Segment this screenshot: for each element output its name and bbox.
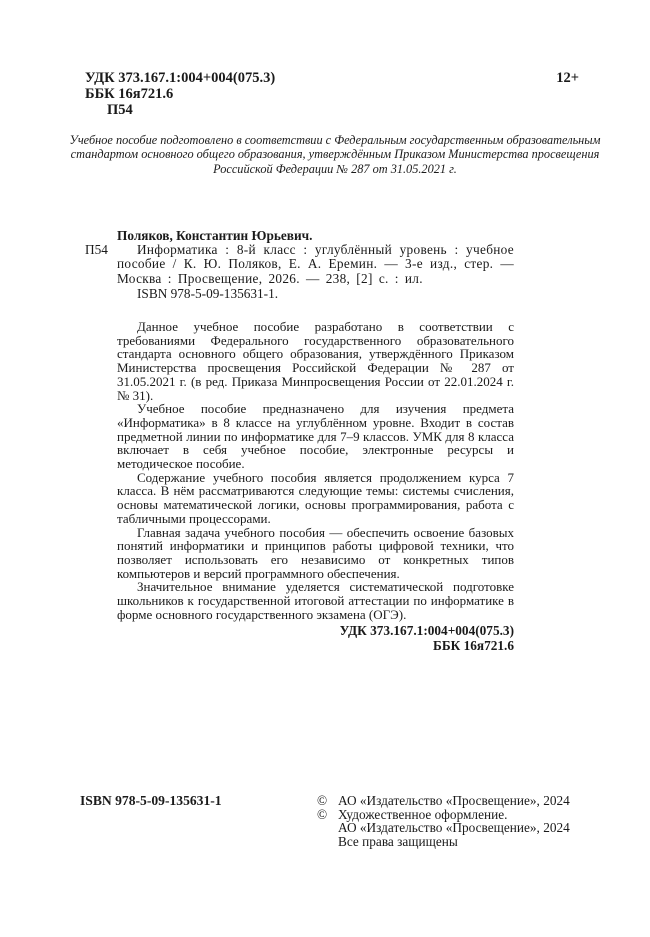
age-rating-badge: 12+ — [556, 70, 579, 86]
copyright-symbol: © — [317, 793, 328, 808]
annotation-paragraph: Главная задача учебного пособия — обеспечить освоение базовых понятий информатики и принципов работы цифровой техники, что позволяет использовать его независимо от конкретных типов компьютеров и версий программного обеспечения. — [117, 524, 514, 581]
copyright-text: Художественное оформление. — [338, 806, 508, 822]
copyright-text: Все права защищены — [338, 834, 458, 850]
udc-code: УДК 373.167.1:004+004(075.3) — [85, 70, 276, 86]
copyright-line — [317, 794, 570, 808]
copyright-block — [317, 794, 570, 849]
copyright-symbol — [317, 821, 338, 835]
copyright-symbol — [317, 835, 338, 849]
annotation-block — [117, 320, 514, 653]
bibliographic-text: Информатика : 8-й класс : углублённый уровень : учебное пособие / К. Ю. Поляков, Е. А. Еремин. — 3-е изд., стер. — Москва : Просвещение, 2026. — 238, [2] с. : ил. — [117, 242, 514, 286]
annotation-paragraph: Значительное внимание уделяется систематической подготовке школьников к государственной итоговой аттестации по информатике в форме основного государственного экзамена (ОГЭ). — [117, 579, 514, 622]
copyright-line — [317, 808, 570, 822]
bibliographic-description — [85, 242, 514, 286]
bbk-code: ББК 16я721.6 — [85, 86, 174, 102]
card-isbn: ISBN 978-5-09-135631-1. — [137, 285, 279, 301]
fgos-standard-note: Учебное пособие подготовлено в соответствии с Федеральным государственным образовательным стандартом основного общего образования, утверждённым Приказом Министерства просвещения Российской Федерации № 287 от 31.05.2021 г. — [69, 133, 601, 176]
annotation-paragraph: Данное учебное пособие разработано в соответствии с требованиями Федерального государственного образовательного стандарта основного общего образования, утверждённого Приказом Министерства просвещения Российской Федерации № 287 от 31.05.2021 г. (в ред. Приказа Минпросвещения России от 22.01.2024 г. № 31). — [117, 319, 514, 403]
author-heading: Поляков, Константин Юрьевич. — [117, 228, 313, 243]
classification-header — [85, 70, 275, 118]
copyright-text: АО «Издательство «Просвещение», 2024 — [338, 793, 570, 808]
bbk-code-bottom: ББК 16я721.6 — [433, 637, 514, 653]
author-sign-margin: П54 — [85, 242, 108, 258]
udc-code-bottom: УДК 373.167.1:004+004(075.3) — [339, 623, 514, 639]
catalog-card — [85, 228, 514, 301]
author-sign: П54 — [107, 102, 133, 118]
imprint-isbn: ISBN 978-5-09-135631-1 — [80, 793, 222, 808]
copyright-line — [317, 821, 570, 835]
copyright-text: АО «Издательство «Просвещение», 2024 — [338, 820, 570, 836]
copyright-symbol: © — [317, 806, 328, 822]
annotation-paragraph: Учебное пособие предназначено для изучения предмета «Информатика» в 8 классе на углублённом уровне. Входит в состав предметной линии по информатике для 7–9 классов. УМК для 8 класса включает в себя учебное пособие, электронные ресурсы и методическое пособие. — [117, 401, 514, 472]
copyright-line — [317, 835, 570, 849]
annotation-paragraph: Содержание учебного пособия является продолжением курса 7 класса. В нём рассматриваются следующие темы: системы счисления, основы математической логики, основы программирования, работа с табличными процессорами. — [117, 469, 514, 526]
classification-footer — [117, 624, 514, 653]
